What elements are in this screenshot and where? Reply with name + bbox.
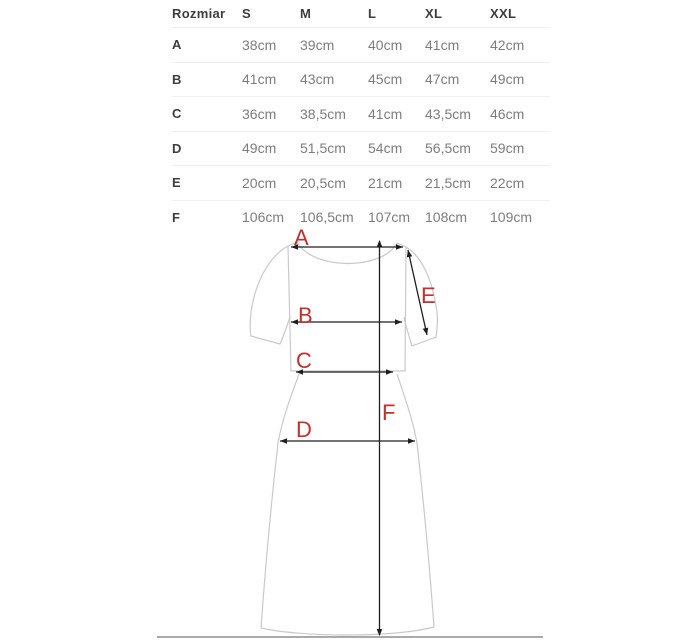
header-size-xxl: XXL	[490, 6, 517, 21]
value-b-xxl: 49cm	[490, 71, 525, 88]
value-a-m: 39cm	[300, 36, 335, 53]
dress-skirt-left	[261, 374, 299, 628]
value-f-xl: 108cm	[425, 209, 468, 226]
value-c-xxl: 46cm	[490, 105, 525, 122]
value-d-l: 54cm	[368, 140, 403, 157]
dress-outline	[250, 242, 437, 635]
value-a-xl: 41cm	[425, 36, 460, 53]
header-rozmiar: Rozmiar	[172, 6, 226, 21]
header-size-l: L	[368, 6, 377, 21]
value-a-s: 38cm	[242, 36, 277, 53]
row-label: C	[172, 106, 182, 122]
header-size-m: M	[300, 6, 312, 21]
row-label: D	[172, 140, 182, 156]
value-e-xl: 21,5cm	[425, 174, 471, 191]
diagram-label-b: B	[298, 303, 313, 328]
row-label: F	[172, 209, 181, 225]
value-b-xl: 47cm	[425, 71, 460, 88]
value-d-m: 51,5cm	[300, 140, 346, 157]
diagram-label-c: C	[296, 348, 312, 373]
value-d-s: 49cm	[242, 140, 277, 157]
value-f-xxl: 109cm	[490, 209, 533, 226]
value-a-xxl: 42cm	[490, 36, 525, 53]
value-b-l: 45cm	[368, 71, 403, 88]
value-c-xl: 43,5cm	[425, 105, 471, 122]
dress-hem	[261, 627, 434, 635]
value-b-m: 43cm	[300, 71, 335, 88]
header-size-xl: XL	[425, 6, 443, 21]
value-d-xxl: 59cm	[490, 140, 525, 157]
row-label: A	[172, 37, 182, 53]
row-label: E	[172, 175, 181, 191]
dress-left-sleeve	[250, 246, 290, 344]
value-f-m: 106,5cm	[300, 209, 354, 226]
value-c-m: 38,5cm	[300, 105, 346, 122]
dress-skirt-right	[397, 374, 434, 627]
value-f-l: 107cm	[368, 209, 411, 226]
value-e-m: 20,5cm	[300, 174, 346, 191]
value-e-xxl: 22cm	[490, 174, 525, 191]
diagram-label-a: A	[294, 225, 309, 250]
value-a-l: 40cm	[368, 36, 403, 53]
header-size-s: S	[242, 6, 251, 21]
value-c-l: 41cm	[368, 105, 403, 122]
value-f-s: 106cm	[242, 209, 285, 226]
diagram-label-d: D	[296, 417, 312, 442]
diagram-label-e: E	[421, 283, 436, 308]
value-b-s: 41cm	[242, 71, 277, 88]
row-label: B	[172, 71, 182, 87]
value-d-xl: 56,5cm	[425, 140, 471, 157]
diagram-label-f: F	[382, 400, 396, 425]
value-e-l: 21cm	[368, 174, 403, 191]
value-c-s: 36cm	[242, 105, 277, 122]
value-e-s: 20cm	[242, 174, 277, 191]
